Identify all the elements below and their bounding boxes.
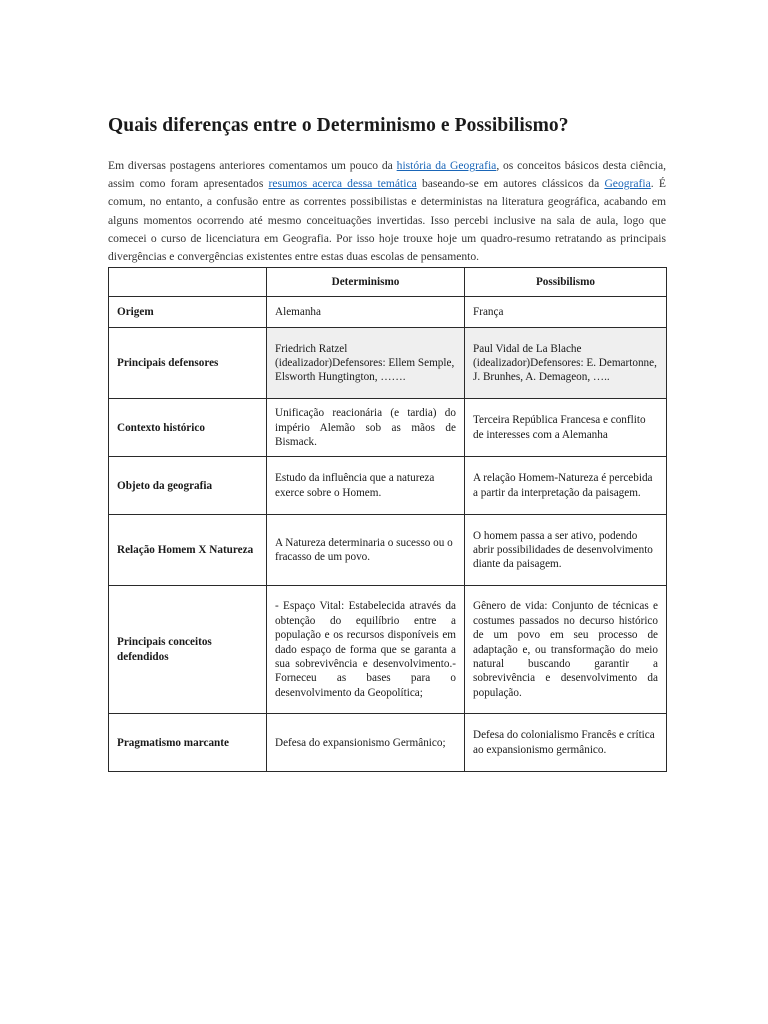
link-historia-geografia[interactable]: história da Geografia — [396, 159, 497, 172]
determinismo-cell: Unificação reacionária (e tardia) do império Alemão sob as mãos de Bismack. — [267, 399, 465, 457]
table-row-objeto — [109, 457, 667, 515]
intro-text-4: . É comum, no entanto, a confusão entre as correntes possibilistas e deterministas na literatura geográfica, acabando em alguns momentos ocorrendo até mesmo conceituações invertidas. Isso percebi inclusive na sala de aula, logo que comecei o curso de licenciatura em Geografia. Por isso hoje trouxe hoje um quadro-resumo retratando as principais divergências e convergências existentes entre estas duas escolas de pensamento. — [108, 177, 666, 264]
determinismo-cell: Friedrich Ratzel (idealizador)Defensores: Ellem Semple, Elsworth Hungtington, ……. — [267, 328, 465, 399]
determinismo-cell: A Natureza determinaria o sucesso ou o fracasso de um povo. — [267, 515, 465, 586]
link-resumos-tematica[interactable]: resumos acerca dessa temática — [268, 177, 417, 191]
possibilismo-cell: Terceira República Francesa e conflito de interesses com a Alemanha — [465, 399, 667, 457]
intro-text-1: Em diversas postagens anteriores comentamos um pouco da — [108, 159, 397, 172]
table-header-row — [109, 268, 667, 297]
row-label: Objeto da geografia — [109, 457, 267, 515]
page-title: Quais diferenças entre o Determinismo e Possibilismo? — [108, 115, 569, 136]
row-label: Contexto histórico — [109, 399, 267, 457]
table-row-origem — [109, 297, 667, 328]
row-label: Origem — [109, 297, 267, 328]
header-possibilismo: Possibilismo — [465, 268, 667, 297]
link-geografia[interactable]: Geografia — [604, 177, 651, 191]
intro-paragraph — [108, 157, 666, 266]
table-row-pragmatismo — [109, 714, 667, 772]
row-label: Principais conceitos defendidos — [109, 586, 267, 714]
header-empty — [109, 268, 267, 297]
row-label: Relação Homem X Natureza — [109, 515, 267, 586]
row-label: Principais defensores — [109, 328, 267, 399]
determinismo-cell: - Espaço Vital: Estabelecida através da obtenção do equilíbrio entre a população e os recursos disponíveis em dado espaço de forma que se garanta a sua sobrevivência e desenvolvimento.- Forneceu as bases para o desenvolvimento da Geopolítica; — [267, 586, 465, 714]
table-row-relacao — [109, 515, 667, 586]
table-row-defensores — [109, 328, 667, 399]
row-label: Pragmatismo marcante — [109, 714, 267, 772]
possibilismo-cell: Defesa do colonialismo Francês e crítica ao expansionismo germânico. — [465, 714, 667, 772]
determinismo-cell: Defesa do expansionismo Germânico; — [267, 714, 465, 772]
header-determinismo: Determinismo — [267, 268, 465, 297]
determinismo-cell: Estudo da influência que a natureza exerce sobre o Homem. — [267, 457, 465, 515]
possibilismo-cell: O homem passa a ser ativo, podendo abrir possibilidades de desenvolvimento diante da paisagem. — [465, 515, 667, 586]
determinismo-cell: Alemanha — [267, 297, 465, 328]
comparison-table — [108, 267, 667, 772]
possibilismo-cell: A relação Homem-Natureza é percebida a partir da interpretação da paisagem. — [465, 457, 667, 515]
intro-text-2: , os conceitos básicos desta ciência, assim como foram apresentados — [108, 159, 666, 191]
table-row-conceitos — [109, 586, 667, 714]
possibilismo-cell: Gênero de vida: Conjunto de técnicas e costumes passados no decurso histórico de um povo em seu processo de adaptação e, ou transformação do meio natural buscando garantir a sobrevivência e desenvolvimento da população. — [465, 586, 667, 714]
possibilismo-cell: Paul Vidal de La Blache (idealizador)Defensores: E. Demartonne, J. Brunhes, A. Demageon, ….. — [465, 328, 667, 399]
table-row-contexto — [109, 399, 667, 457]
document-page — [108, 112, 666, 772]
intro-text-3: baseando-se em autores clássicos da — [416, 177, 605, 191]
possibilismo-cell: França — [465, 297, 667, 328]
